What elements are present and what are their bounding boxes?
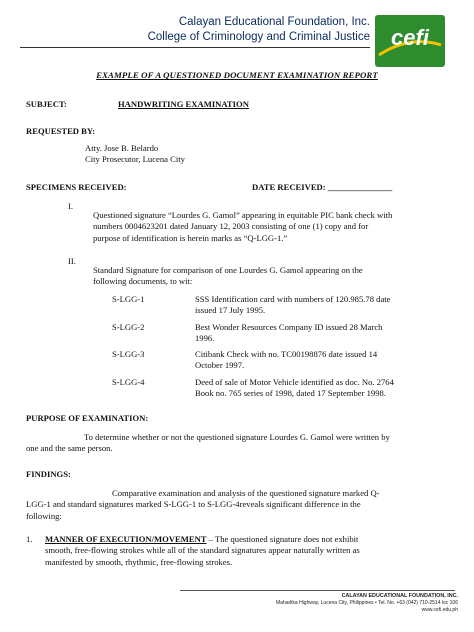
purpose-text: To determine whether or not the questioned signature Lourdes G. Gamol were written by one and the same person. (26, 432, 390, 454)
item-1-line: Questioned signature “Lourdes G. Gamol” appearing in equitable PIC bank check with (93, 210, 393, 220)
requested-by-label: REQUESTED BY: (26, 126, 96, 136)
findings-text: Comparative examination and analysis of the questioned signature marked Q- LGG-1 and standard signatures marked S-LGG-1 to S-LGG-4reveals significant difference in the following: (26, 488, 380, 521)
standard-code: S-LGG-4 (112, 377, 145, 387)
item-1-line: numbers 0004623201 dated January 12, 2003 consisting of one (1) copy and for (93, 221, 369, 232)
standard-code: S-LGG-3 (112, 349, 145, 359)
footer-divider (180, 590, 455, 591)
item-2-line: Standard Signature for comparison of one Lourdes G. Gamol appearing on the (93, 265, 363, 275)
item-1-numeral: I. (68, 201, 74, 211)
requester-name: Atty. Jose B. Belardo (85, 143, 159, 153)
item-2-line: following documents, to wit: (93, 276, 193, 287)
date-received-label: DATE RECEIVED: _______________ (252, 182, 393, 192)
subject-value: HANDWRITING EXAMINATION (118, 99, 249, 109)
footer-address: Maharlika Highway, Lucena City, Philippines • Tel. No. +63 (042) 710-2514 loc 106 (276, 600, 458, 606)
standard-description: Citibank Check with no. TC00198876 date issued 14 October 1997. (195, 349, 378, 371)
cefi-logo (375, 15, 445, 67)
header-divider (20, 47, 370, 48)
footer-org: CALAYAN EDUCATIONAL FOUNDATION, INC. (341, 593, 458, 599)
findings-label: FINDINGS: (26, 469, 71, 479)
institution-name: Calayan Educational Foundation, Inc. (178, 16, 370, 28)
finding-1-heading: MANNER OF EXECUTION/MOVEMENT (45, 534, 207, 544)
report-title: EXAMPLE OF A QUESTIONED DOCUMENT EXAMINATION REPORT (96, 70, 378, 80)
subject-label: SUBJECT: (26, 99, 67, 109)
logo-text: cefi (391, 25, 429, 50)
requester-position: City Prosecutor, Lucena City (85, 154, 185, 164)
item-2-numeral: II. (68, 256, 76, 266)
specimens-label: SPECIMENS RECEIVED: (26, 182, 127, 192)
standard-code: S-LGG-1 (112, 294, 145, 304)
standard-description: SSS Identification card with numbers of 120.985.78 date issued 17 July 1995. (195, 294, 391, 316)
item-1-line: purpose of identification is herein marks as “Q-LGG-1.” (93, 232, 288, 243)
footer-website[interactable]: www.cefi.edu.ph (421, 607, 458, 613)
finding-1-number: 1. (26, 534, 33, 544)
item-1-text (93, 210, 392, 244)
item-2-text (93, 265, 363, 288)
standard-description: Best Wonder Resources Company ID issued 28 March 1996. (195, 322, 383, 344)
standard-code: S-LGG-2 (112, 322, 145, 332)
purpose-label: PURPOSE OF EXAMINATION: (26, 413, 149, 423)
finding-1-text: MANNER OF EXECUTION/MOVEMENT – The questioned signature does not exhibit smooth, free-flowing strokes while all of the standard signatures appear naturally written as manifested by smooth, rhythmic, free-flowing strokes. (45, 534, 360, 567)
standard-description: Deed of sale of Motor Vehicle identified as doc. No. 2764 Book no. 765 series of 1998, dated 17 September 1998. (195, 377, 394, 399)
college-name: College of Criminology and Criminal Justice (147, 31, 370, 43)
